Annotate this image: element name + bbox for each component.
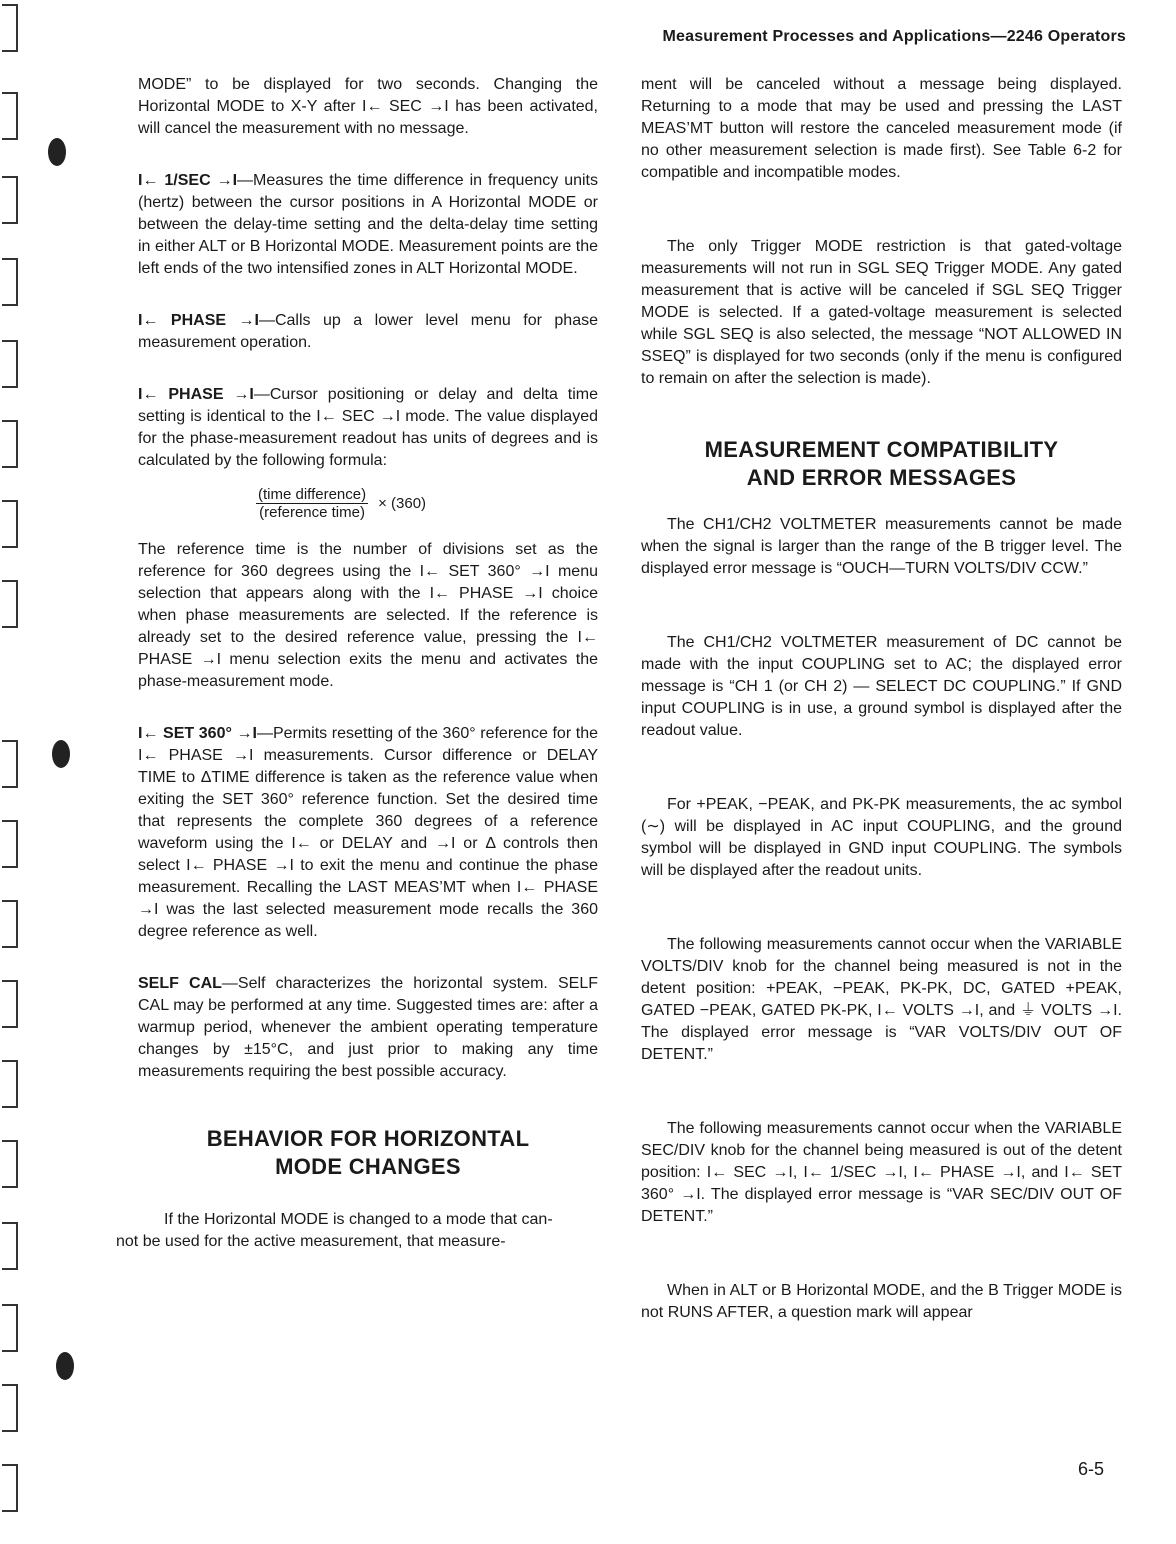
heading-line: MODE CHANGES — [275, 1154, 461, 1179]
binder-bracket — [2, 1140, 18, 1188]
paragraph: MODE” to be displayed for two seconds. Changing the Horizontal MODE to X-Y after I← SEC →I has been activated, will cancel the measurement with no message. — [138, 76, 598, 137]
binder-bracket — [2, 258, 18, 306]
paragraph: The CH1/CH2 VOLTMETER measurements cannot be made when the signal is larger than the range of the B trigger level. The displayed error message is “OUCH—TURN VOLTS/DIV CCW.” — [641, 516, 1122, 577]
formula-multiplier: × (360) — [378, 495, 427, 512]
punch-hole — [48, 138, 66, 166]
paragraph: The CH1/CH2 VOLTMETER measurement of DC cannot be made with the input COUPLING set to AC; the displayed error message is “CH 1 (or CH 2) — SELECT DC COUPLING.” If GND input COUPLING is in use, a ground symbol is displayed after the readout value. — [641, 634, 1122, 739]
right-column — [641, 74, 1122, 1324]
definition-text: —Calls up a lower level menu for phase measurement operation. — [138, 312, 598, 351]
term: I← SET 360° →I — [138, 725, 257, 742]
heading-line: BEHAVIOR FOR HORIZONTAL — [206, 1126, 530, 1151]
binder-bracket — [2, 340, 18, 388]
term: I← PHASE →I — [138, 386, 254, 403]
definition-text: —Self characterizes the horizontal system. SELF CAL may be performed at any time. Suggested times are: after a warmup period, whenever the ambient operating temperature changes by ±15°C, and just prior to making any time measurements requiring the best possible accuracy. — [138, 975, 598, 1080]
term: I← PHASE →I — [138, 312, 259, 329]
heading-line: MEASUREMENT COMPATIBILITY — [704, 437, 1059, 462]
definition-text: —Cursor positioning or delay and delta time setting is identical to the I← SEC →I mode. The value displayed for the phase-measurement readout has units of degrees and is calculated by the following formula: — [138, 386, 598, 469]
punch-hole — [56, 1352, 74, 1380]
section-heading-compatibility — [641, 436, 1122, 492]
paragraph: The reference time is the number of divisions set as the reference for 360 degrees using the I← SET 360° →I menu selection that appears along with the I← PHASE →I choice when phase measurements are selected. If the reference is already set to the desired reference value, pressing the I← PHASE →I menu selection exits the menu and activates the phase-measurement mode. — [138, 541, 598, 690]
term: SELF CAL — [138, 975, 222, 992]
binder-bracket — [2, 1222, 18, 1270]
binder-bracket — [2, 1464, 18, 1512]
binder-bracket — [2, 500, 18, 548]
formula-fraction — [256, 486, 368, 521]
paragraph: The following measurements cannot occur when the VARIABLE VOLTS/DIV knob for the channel being measured is not in the detent position: +PEAK, −PEAK, PK-PK, DC, GATED +PEAK, GATED −PEAK, GATED PK-PK, I← VOLTS →I, and ⏚ VOLTS →I. The displayed error message is “VAR VOLTS/DIV OUT OF DETENT.” — [641, 936, 1122, 1063]
binder-bracket — [2, 92, 18, 140]
definition-text: —Permits resetting of the 360° reference for the I← PHASE →I measurements. Cursor difference or DELAY TIME to ΔTIME difference is taken as the reference value when exiting the SET 360° reference function. Set the desired time that represents the complete 360 degrees of a reference waveform using the I← or DELAY and →I or Δ controls then select I← PHASE →I to exit the menu and continue the phase measurement. Recalling the LAST MEAS’MT when I← PHASE →I was the last selected measurement mode recalls the 360 degree reference as well. — [138, 725, 598, 940]
term: I← 1/SEC →I — [138, 172, 238, 189]
binder-edge — [0, 0, 26, 1544]
paragraph-line: not be used for the active measurement, that measure- — [116, 1233, 506, 1250]
formula-numerator: (time difference) — [258, 486, 367, 503]
binder-bracket — [2, 580, 18, 628]
binder-bracket — [2, 900, 18, 948]
binder-bracket — [2, 176, 18, 224]
paragraph: For +PEAK, −PEAK, and PK-PK measurements, the ac symbol (∼) will be displayed in AC input COUPLING, and the ground symbol will be displayed in GND input COUPLING. The symbols will be displayed after the readout units. — [641, 796, 1122, 879]
binder-bracket — [2, 1060, 18, 1108]
paragraph: When in ALT or B Horizontal MODE, and the B Trigger MODE is not RUNS AFTER, a question mark will appear — [641, 1282, 1122, 1321]
page-number: 6-5 — [1077, 1459, 1104, 1479]
binder-bracket — [2, 420, 18, 468]
binder-bracket — [2, 820, 18, 868]
formula-denominator: (reference time) — [259, 504, 365, 521]
running-header: Measurement Processes and Applications—2246 Operators — [662, 28, 1126, 45]
definition-1-sec — [138, 170, 598, 280]
definition-phase-menu — [138, 310, 598, 354]
definition-phase — [138, 384, 598, 472]
binder-bracket — [2, 740, 18, 788]
definition-set-360 — [138, 723, 598, 943]
paragraph: ment will be canceled without a message being displayed. Returning to a mode that may be used and pressing the LAST MEAS’MT button will restore the canceled measurement mode (if no other measurement selection is made first). See Table 6-2 for compatible and incompatible modes. — [641, 76, 1122, 181]
paragraph: The following measurements cannot occur when the VARIABLE SEC/DIV knob for the channel being measured is out of the detent position: I← SEC →I, I← 1/SEC →I, I← PHASE →I, and I← SET 360° →I. The displayed error message is “VAR SEC/DIV OUT OF DETENT.” — [641, 1120, 1122, 1225]
section-heading-horizontal — [138, 1125, 598, 1181]
definition-text: —Measures the time difference in frequency units (hertz) between the cursor positions in A Horizontal MODE or between the delay-time setting and the delta-delay time setting in either ALT or B Horizontal MODE. Measurement points are the left ends of the two intensified zones in ALT Horizontal MODE. — [138, 172, 598, 277]
definition-self-cal — [138, 973, 598, 1083]
binder-bracket — [2, 4, 18, 52]
binder-bracket — [2, 1304, 18, 1352]
phase-formula — [256, 486, 598, 521]
paragraph: The only Trigger MODE restriction is that gated-voltage measurements will not run in SGL SEQ Trigger MODE. Any gated measurement that is active will be canceled if SGL SEQ Trigger MODE is selected. If a gated-voltage measurement is selected while SGL SEQ is also selected, the message “NOT ALLOWED IN SSEQ” is displayed for two seconds (only if the menu is configured to remain on after the selection is made). — [641, 238, 1122, 387]
paragraph-line: If the Horizontal MODE is changed to a mode that can- — [164, 1211, 553, 1228]
left-column — [116, 74, 598, 1253]
heading-line: AND ERROR MESSAGES — [746, 465, 1017, 490]
binder-bracket — [2, 980, 18, 1028]
binder-bracket — [2, 1384, 18, 1432]
punch-hole — [52, 740, 70, 768]
